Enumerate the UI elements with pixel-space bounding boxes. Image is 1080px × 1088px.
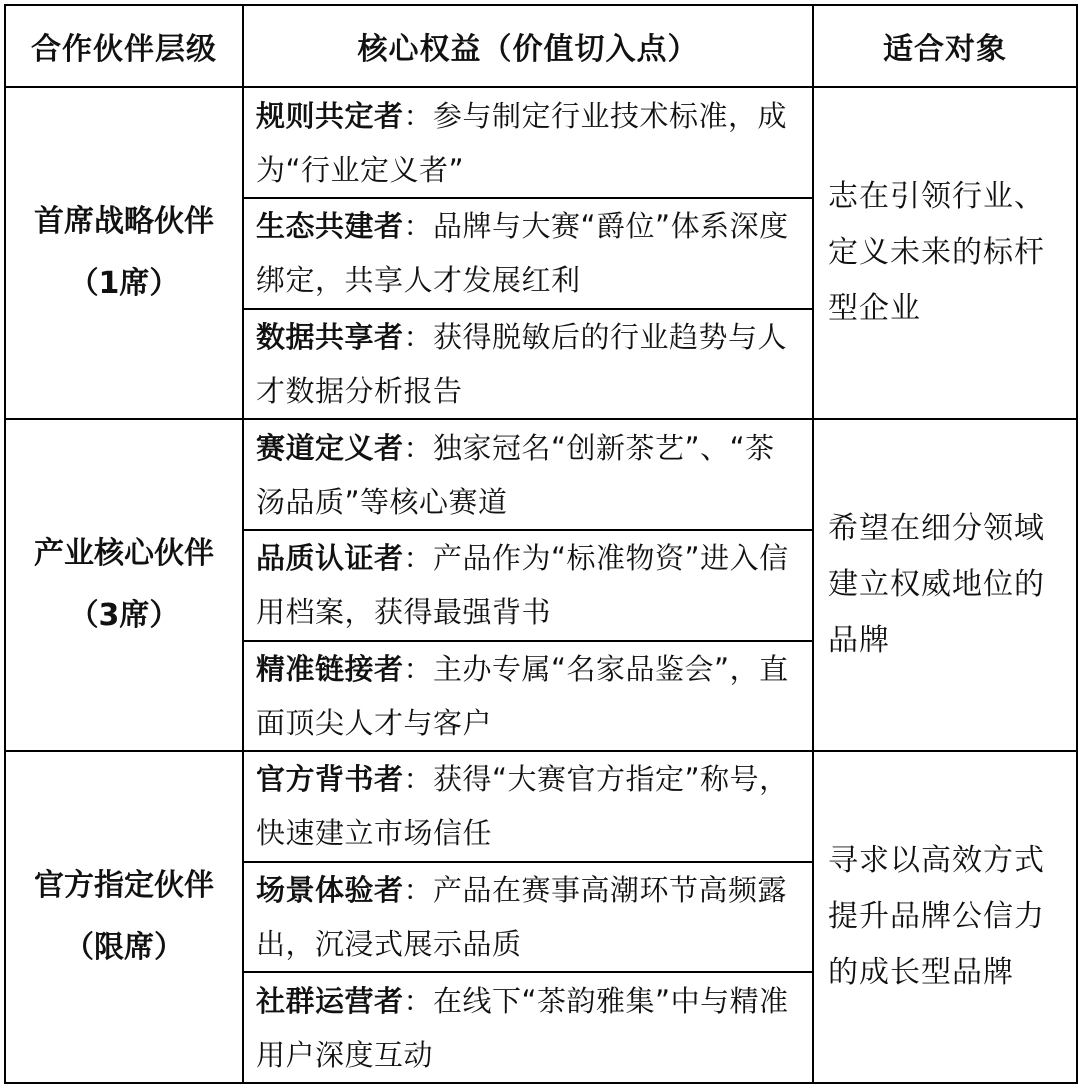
table-row (5, 87, 1077, 198)
benefit-cell (243, 972, 813, 1083)
target-cell: 希望在细分领域建立权威地位的品牌 (813, 419, 1077, 751)
tier-name: 首席战略伙伴 (34, 204, 214, 240)
benefit-text: ：品牌与大赛“爵位”体系深度绑定，共享人才发展红利 (256, 209, 789, 298)
benefit-cell (243, 309, 813, 420)
benefit-lead: 场景体验者 (256, 873, 404, 908)
benefit-cell (243, 198, 813, 309)
benefit-lead: 品质认证者 (256, 541, 404, 576)
benefit-cell (243, 87, 813, 198)
table-header-row (5, 5, 1077, 87)
benefit-lead: 社群运营者 (256, 983, 404, 1018)
benefit-cell (243, 751, 813, 862)
benefit-text: ：获得“大赛官方指定”称号，快速建立市场信任 (256, 762, 789, 851)
benefit-text: ：独家冠名“创新茶艺”、“茶汤品质”等核心赛道 (256, 430, 775, 519)
header-tier: 合作伙伴层级 (5, 5, 243, 87)
header-benefits: 核心权益（价值切入点） (243, 5, 813, 87)
benefit-text: ：主办专属“名家品鉴会”，直面顶尖人才与客户 (256, 651, 789, 740)
target-cell: 寻求以高效方式提升品牌公信力的成长型品牌 (813, 751, 1077, 1083)
tier-seats: （限席） (64, 930, 184, 966)
benefit-lead: 官方背书者 (256, 762, 404, 797)
header-target: 适合对象 (813, 5, 1077, 87)
benefit-cell (243, 530, 813, 641)
benefit-text: ：产品作为“标准物资”进入信用档案，获得最强背书 (256, 541, 789, 630)
benefit-lead: 赛道定义者 (256, 430, 404, 465)
benefit-lead: 精准链接者 (256, 651, 404, 686)
target-cell: 志在引领行业、定义未来的标杆型企业 (813, 87, 1077, 419)
tier-cell (5, 419, 243, 751)
benefit-text: ：在线下“茶韵雅集”中与精准用户深度互动 (256, 983, 789, 1072)
tier-cell (5, 87, 243, 419)
benefit-lead: 生态共建者 (256, 209, 404, 244)
benefit-lead: 规则共定者 (256, 98, 404, 133)
benefit-cell (243, 419, 813, 530)
tier-cell (5, 751, 243, 1083)
table-row (5, 419, 1077, 530)
partner-tier-table (4, 4, 1078, 1084)
benefit-text: ：参与制定行业技术标准，成为“行业定义者” (256, 98, 788, 187)
tier-name: 官方指定伙伴 (34, 868, 214, 904)
benefit-text: ：产品在赛事高潮环节高频露出，沉浸式展示品质 (256, 873, 788, 962)
benefit-cell (243, 641, 813, 752)
tier-seats: （3席） (68, 598, 180, 634)
tier-seats: （1席） (68, 266, 180, 302)
benefit-lead: 数据共享者 (256, 319, 404, 354)
benefit-cell (243, 862, 813, 973)
benefit-text: ：获得脱敏后的行业趋势与人才数据分析报告 (256, 319, 788, 408)
tier-name: 产业核心伙伴 (34, 536, 214, 572)
table-row (5, 751, 1077, 862)
